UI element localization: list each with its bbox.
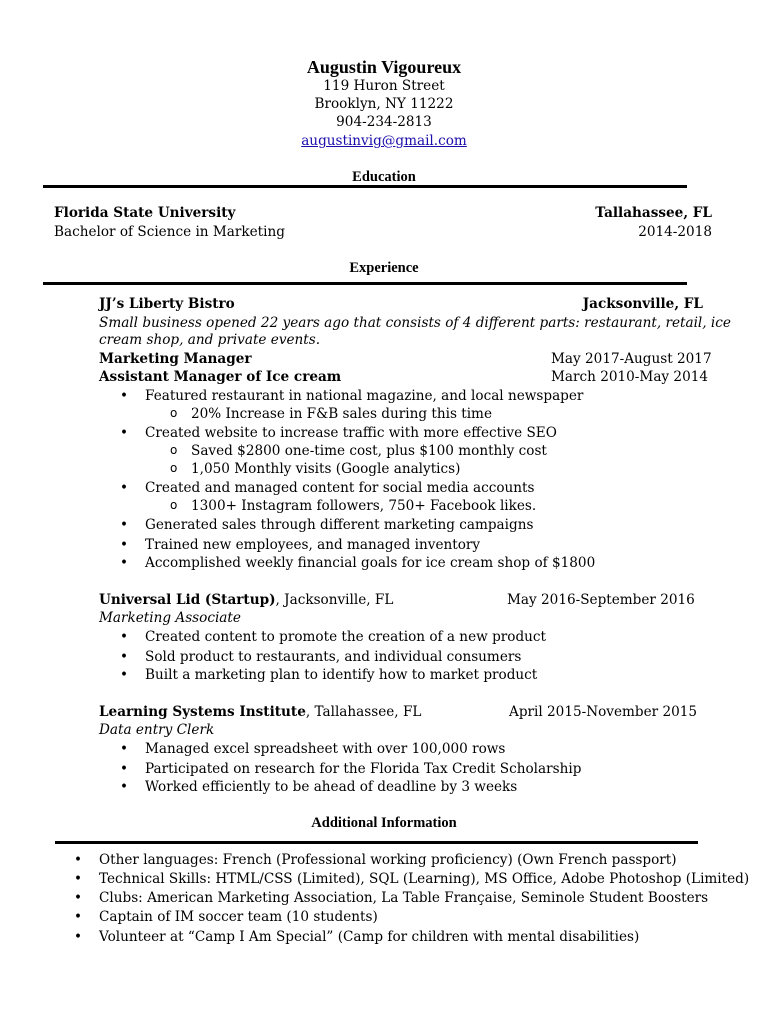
list-item: • Participated on research for the Florida Tax Credit Scholarship: [145, 760, 581, 778]
list-item: • Trained new employees, and managed inventory: [145, 536, 480, 554]
list-item: • Featured restaurant in national magazine, and local newspaper: [145, 387, 583, 405]
list-item: • Volunteer at “Camp I Am Special” (Camp for children with mental disabilities): [99, 928, 639, 946]
job-role-title: Data entry Clerk: [99, 722, 215, 738]
degree: Bachelor of Science in Marketing: [54, 224, 285, 240]
email-link[interactable]: augustinvig@gmail.com: [301, 133, 467, 149]
school-name: Florida State University: [54, 205, 236, 221]
list-item: • Sold product to restaurants, and individual consumers: [145, 648, 521, 666]
job-description-line: cream shop, and private events.: [99, 332, 321, 348]
school-location: Tallahassee, FL: [595, 205, 712, 221]
city-address: Brooklyn, NY 11222: [314, 96, 454, 112]
job-role-title: Marketing Associate: [99, 610, 241, 626]
phone-number: 904-234-2813: [336, 114, 432, 130]
street-address: 119 Huron Street: [323, 78, 445, 94]
job-dates: May 2016-September 2016: [507, 592, 695, 608]
job-location: , Tallahassee, FL: [305, 704, 422, 720]
job-location: Jacksonville, FL: [582, 296, 703, 312]
experience-heading: Experience: [349, 260, 419, 276]
education-years: 2014-2018: [638, 224, 712, 240]
job-role-dates: May 2017-August 2017: [551, 351, 712, 367]
list-item: • Other languages: French (Professional working proficiency) (Own French passport): [99, 851, 677, 869]
list-item: • Generated sales through different marketing campaigns: [145, 516, 533, 534]
sub-list-item: o 1300+ Instagram followers, 750+ Facebook likes.: [191, 497, 536, 515]
additional-info-heading: Additional Information: [311, 815, 457, 831]
applicant-name: Augustin Vigoureux: [306, 57, 462, 77]
job-header: [99, 591, 393, 609]
sub-list-item: o 1,050 Monthly visits (Google analytics): [191, 460, 460, 478]
sub-list-item: o 20% Increase in F&B sales during this time: [191, 405, 492, 423]
job-employer: Universal Lid (Startup): [99, 592, 276, 608]
additional-info-divider: [55, 841, 698, 844]
job-role-title: Marketing Manager: [99, 351, 252, 367]
list-item: • Clubs: American Marketing Association, La Table Française, Seminole Student Boosters: [99, 889, 708, 907]
experience-divider: [43, 282, 687, 285]
job-employer: JJ’s Liberty Bistro: [99, 296, 235, 312]
list-item: • Accomplished weekly financial goals for ice cream shop of $1800: [145, 554, 595, 572]
list-item: • Captain of IM soccer team (10 students): [99, 908, 378, 926]
education-heading: Education: [352, 169, 416, 185]
list-item: • Managed excel spreadsheet with over 100,000 rows: [145, 740, 505, 758]
education-divider: [43, 185, 687, 188]
job-role-dates: March 2010-May 2014: [551, 369, 709, 385]
job-dates: April 2015-November 2015: [509, 704, 698, 720]
list-item: • Built a marketing plan to identify how to market product: [145, 666, 537, 684]
job-employer: Learning Systems Institute: [99, 704, 306, 720]
job-role-title: Assistant Manager of Ice cream: [99, 369, 342, 385]
list-item: • Created content to promote the creation of a new product: [145, 628, 546, 646]
job-location: , Jacksonville, FL: [275, 592, 394, 608]
job-header: [99, 703, 421, 721]
list-item: • Worked efficiently to be ahead of deadline by 3 weeks: [145, 778, 517, 796]
list-item: • Created and managed content for social media accounts: [145, 479, 535, 497]
list-item: • Created website to increase traffic with more effective SEO: [145, 424, 557, 442]
sub-list-item: o Saved $2800 one-time cost, plus $100 monthly cost: [191, 442, 547, 460]
list-item: • Technical Skills: HTML/CSS (Limited), SQL (Learning), MS Office, Adobe Photoshop (Limited): [99, 870, 749, 888]
job-description-line: Small business opened 22 years ago that consists of 4 different parts: restaurant, retail, ice: [99, 315, 731, 331]
